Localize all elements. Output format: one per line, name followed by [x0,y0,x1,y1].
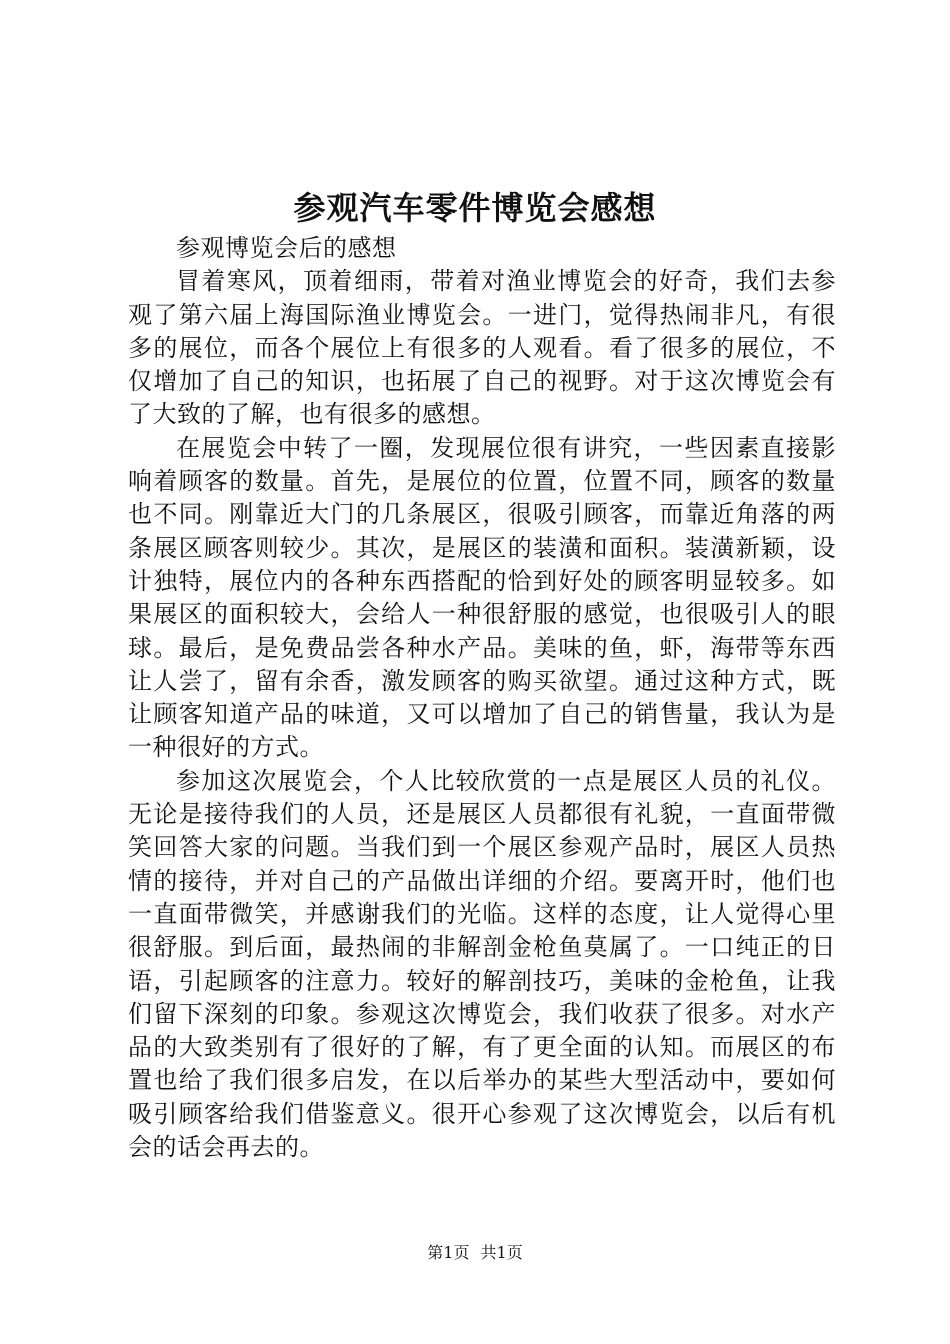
page-footer [0,1242,950,1264]
paragraph: 参加这次展览会，个人比较欣赏的一点是展区人员的礼仪。无论是接待我们的人员，还是展区人员都很有礼貌，一直面带微笑回答大家的问题。当我们到一个展区参观产品时，展区人员热情的接待，并对自己的产品做出详细的介绍。要离开时，他们也一直面带微笑，并感谢我们的光临。这样的态度，让人觉得心里很舒服。到后面，最热闹的非解剖金枪鱼莫属了。一口纯正的日语，引起顾客的注意力。较好的解剖技巧，美味的金枪鱼，让我们留下深刻的印象。参观这次博览会，我们收获了很多。对水产品的大致类别有了很好的了解，有了更全面的认知。而展区的布置也给了我们很多启发，在以后举办的某些大型活动中，要如何吸引顾客给我们借鉴意义。很开心参观了这次博览会，以后有机会的话会再去的。 [128,766,836,1162]
paragraph-subtitle: 参观博览会后的感想 [176,234,397,262]
paragraph: 冒着寒风，顶着细雨，带着对渔业博览会的好奇，我们去参观了第六届上海国际渔业博览会。一进门，觉得热闹非凡，有很多的展位，而各个展位上有很多的人观看。看了很多的展位，不仅增加了自己的知识，也拓展了自己的视野。对于这次博览会有了大致的了解，也有很多的感想。 [128,267,836,429]
document-body [128,232,836,1164]
page-number: 第1页 [427,1243,470,1262]
page-total: 共1页 [480,1243,523,1262]
document-title: 参观汽车零件博览会感想 [293,189,657,227]
paragraph: 在展览会中转了一圈，发现展位很有讲究，一些因素直接影响着顾客的数量。首先，是展位的位置，位置不同，顾客的数量也不同。刚靠近大门的几条展区，很吸引顾客，而靠近角落的两条展区顾客则较少。其次，是展区的装潢和面积。装潢新颖，设计独特，展位内的各种东西搭配的恰到好处的顾客明显较多。如果展区的面积较大，会给人一种很舒服的感觉，也很吸引人的眼球。最后，是免费品尝各种水产品。美味的鱼，虾，海带等东西让人尝了，留有余香，激发顾客的购买欲望。通过这种方式，既让顾客知道产品的味道，又可以增加了自己的销售量，我认为是一种很好的方式。 [128,433,836,762]
